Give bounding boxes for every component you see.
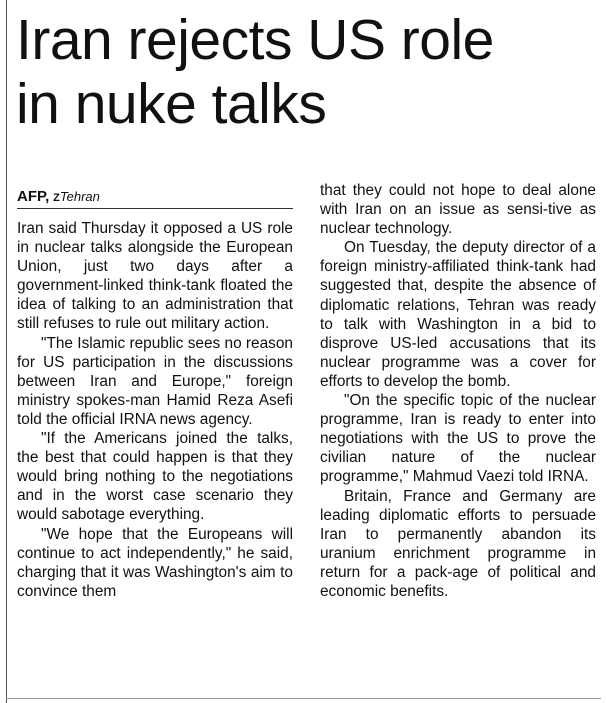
byline-agency: AFP, [17,188,50,205]
headline [16,8,596,136]
article-column-left [17,219,293,601]
headline-line-1: Iran rejects US role [16,8,494,72]
paragraph: "The Islamic republic sees no reason for US participation in the discussions between Iran and Europe," foreign ministry spokes-man Hamid Reza Asefi told the official IRNA news agency. [17,334,293,428]
byline-divider [17,208,293,209]
byline-dateline-icon: Z [53,192,60,204]
paragraph: Britain, France and Germany are leading diplomatic efforts to persuade Iran to permanently abandon its uranium enrichment programme in return for a pack-age of political and economic benefits. [320,487,596,600]
paragraph: "If the Americans joined the talks, the best that could happen is that they would bring nothing to the negotiations and in the worst case scenario they would sabotage everything. [17,430,293,524]
headline-line-2: in nuke talks [16,72,327,136]
paragraph: On Tuesday, the deputy director of a foreign ministry-affiliated think-tank had suggested that, despite the absence of diplomatic relations, Tehran was ready to talk with Washington in a bid to disprove US-led accusations that its nuclear programme was a cover for efforts to develop the bomb. [320,239,596,390]
paragraph: that they could not hope to deal alone with Iran on an issue as sensi-tive as nuclear technology. [320,182,596,238]
paragraph: "On the specific topic of the nuclear programme, Iran is ready to enter into negotiations with the US to prove the civilian nature of the nuclear programme," Mahmud Vaezi told IRNA. [320,392,596,486]
paragraph: "We hope that the Europeans will continue to act independently," he said, charging that it was Washington's aim to convince them [17,525,293,600]
left-column-rule [6,0,7,703]
article-column-right [320,181,596,601]
bottom-border [6,698,601,699]
paragraph: Iran said Thursday it opposed a US role in nuclear talks alongside the European Union, just two days after a government-linked think-tank floated the idea of talking to an administration that still refuses to rule out military action. [17,220,293,333]
byline [17,187,293,207]
byline-place: Tehran [59,189,100,204]
